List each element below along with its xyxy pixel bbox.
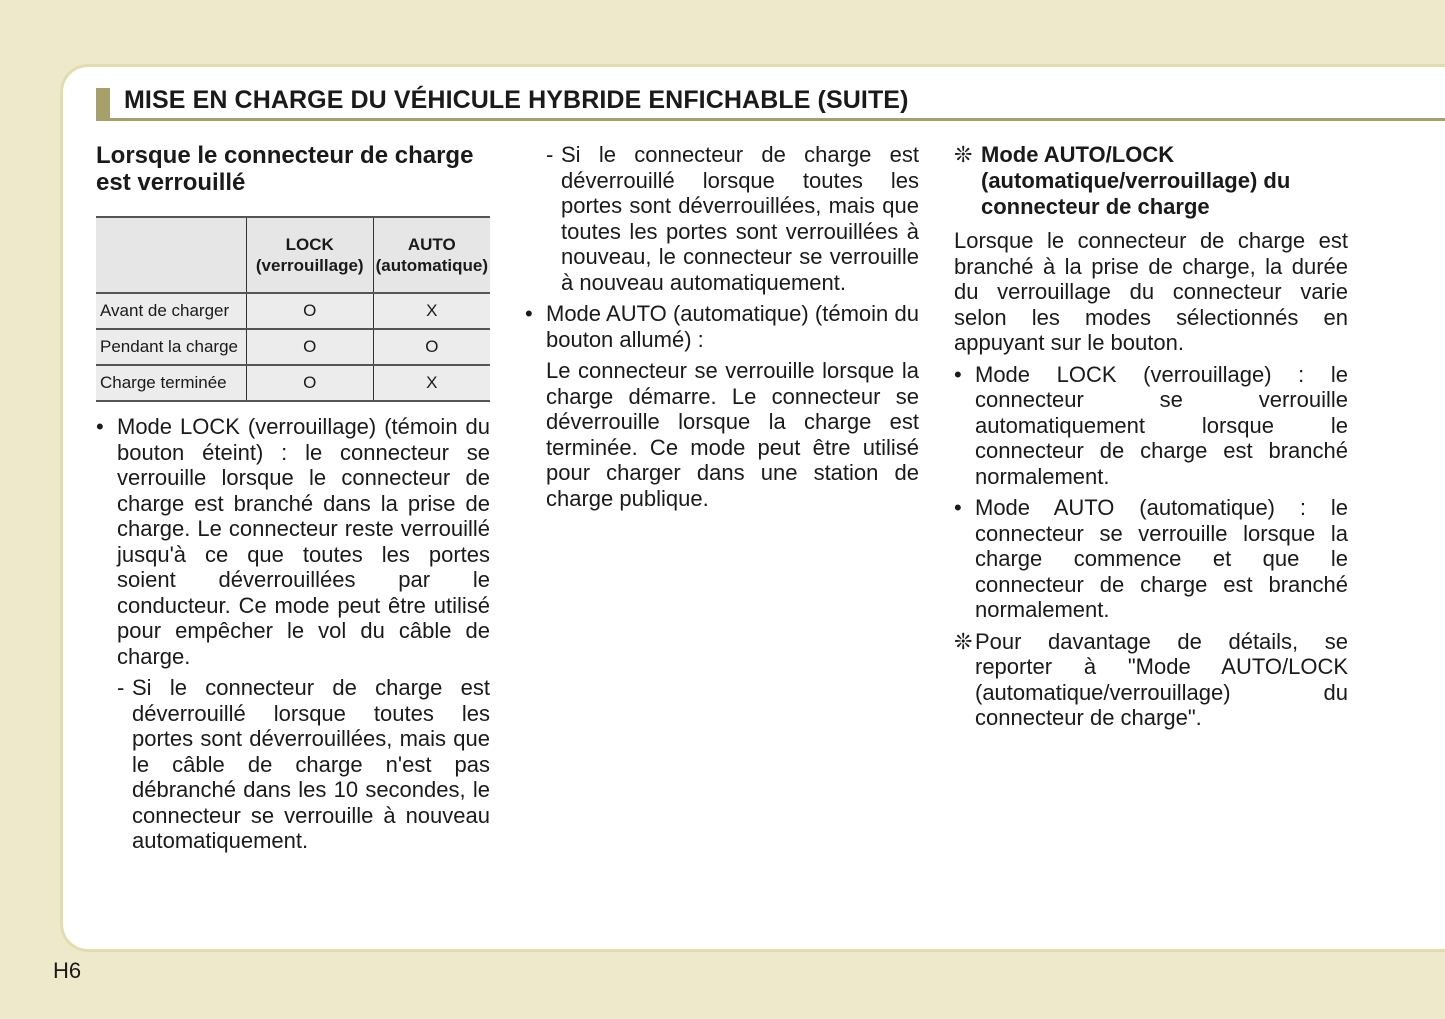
auto-mode-bullet bbox=[525, 301, 919, 352]
note-heading bbox=[954, 142, 1348, 220]
bullet-icon: • bbox=[525, 301, 533, 326]
row-label: Pendant la charge bbox=[96, 329, 246, 365]
mode-table bbox=[96, 216, 490, 402]
note-asterisk-icon: ❊ bbox=[954, 628, 973, 654]
subheading: Lorsque le connecteur de charge est verrouillé bbox=[96, 142, 474, 196]
row-label: Avant de charger bbox=[96, 293, 246, 329]
dash-icon: - bbox=[117, 675, 125, 700]
bullet-text: Mode AUTO (automatique) : le connecteur se verrouille lorsque la charge commence et que le connecteur de charge est branché normalement. bbox=[975, 495, 1348, 622]
lock-value: O bbox=[246, 329, 373, 365]
auto-mode-paragraph: Le connecteur se verrouille lorsque la charge démarre. Le connecteur se déverrouille lorsque la charge est terminée. Ce mode peut être utilisé pour charger dans une station de charge publique. bbox=[546, 358, 919, 511]
bullet-icon: • bbox=[954, 495, 962, 520]
lock-mode-dash-item bbox=[96, 675, 490, 854]
dash-icon: - bbox=[546, 142, 554, 167]
auto-mode-text: Mode AUTO (automatique) (témoin du bouton allumé) : bbox=[546, 301, 919, 352]
row-label: Charge terminée bbox=[96, 365, 246, 401]
table-row bbox=[96, 365, 490, 401]
footnote-text: Pour davantage de détails, se reporter à "Mode AUTO/LOCK (automatique/verrouillage) du connecteur de charge". bbox=[975, 628, 1348, 730]
relock-dash-item bbox=[525, 142, 919, 295]
left-column bbox=[96, 142, 490, 860]
lock-mode-bullet bbox=[954, 362, 1348, 490]
auto-value: X bbox=[373, 365, 490, 401]
lock-mode-text: Mode LOCK (verrouillage) (témoin du bouton éteint) : le connecteur se verrouille lorsque le connecteur de charge est branché dans la prise de charge. Le connecteur reste verrouillé jusqu'à ce que toutes les portes soient déverrouillées par le conducteur. Ce mode peut être utilisé pour empêcher le vol du câble de charge. bbox=[117, 414, 490, 669]
table-header-row bbox=[96, 217, 490, 293]
relock-dash-text: Si le connecteur de charge est déverrouillé lorsque toutes les portes sont déverrouillées, mais que toutes les portes sont verrouillées à nouveau, le connecteur se verrouille à nouveau automatiquement. bbox=[561, 142, 919, 295]
middle-column bbox=[525, 142, 919, 517]
bullet-icon: • bbox=[954, 361, 962, 387]
lock-value: O bbox=[246, 365, 373, 401]
note-heading-text: Mode AUTO/LOCK (automatique/verrouillage) du connecteur de charge bbox=[981, 142, 1291, 219]
section-header bbox=[96, 86, 1445, 121]
bullet-icon: • bbox=[96, 414, 104, 439]
table-header-lock: LOCK (verrouillage) bbox=[246, 217, 373, 293]
section-marker bbox=[96, 88, 110, 118]
lock-mode-dash-text: Si le connecteur de charge est déverrouillé lorsque toutes les portes sont déverrouillées, mais que le câble de charge n'est pas débranché dans les 10 secondes, le connecteur se verrouille à nouveau automatiquement. bbox=[132, 675, 490, 853]
note-asterisk-icon: ❊ bbox=[954, 142, 973, 167]
auto-mode-bullet bbox=[954, 495, 1348, 623]
lock-mode-bullet bbox=[96, 414, 490, 669]
table-row bbox=[96, 329, 490, 365]
intro-paragraph: Lorsque le connecteur de charge est branché à la prise de charge, la durée du verrouillage du connecteur varie selon les modes sélectionnés en appuyant sur le bouton. bbox=[954, 228, 1348, 355]
auto-value: X bbox=[373, 293, 490, 329]
lock-value: O bbox=[246, 293, 373, 329]
right-column bbox=[954, 142, 1348, 731]
section-title: MISE EN CHARGE DU VÉHICULE HYBRIDE ENFICHABLE (SUITE) bbox=[124, 86, 909, 114]
table-row bbox=[96, 293, 490, 329]
bullet-text: Mode LOCK (verrouillage) : le connecteur se verrouille automatiquement lorsque le connecteur de charge est branché normalement. bbox=[975, 361, 1348, 489]
footnote bbox=[954, 629, 1348, 731]
table-header-auto: AUTO (automatique) bbox=[373, 217, 490, 293]
auto-value: O bbox=[373, 329, 490, 365]
page-number: H6 bbox=[53, 958, 82, 983]
table-header-empty bbox=[96, 217, 246, 293]
